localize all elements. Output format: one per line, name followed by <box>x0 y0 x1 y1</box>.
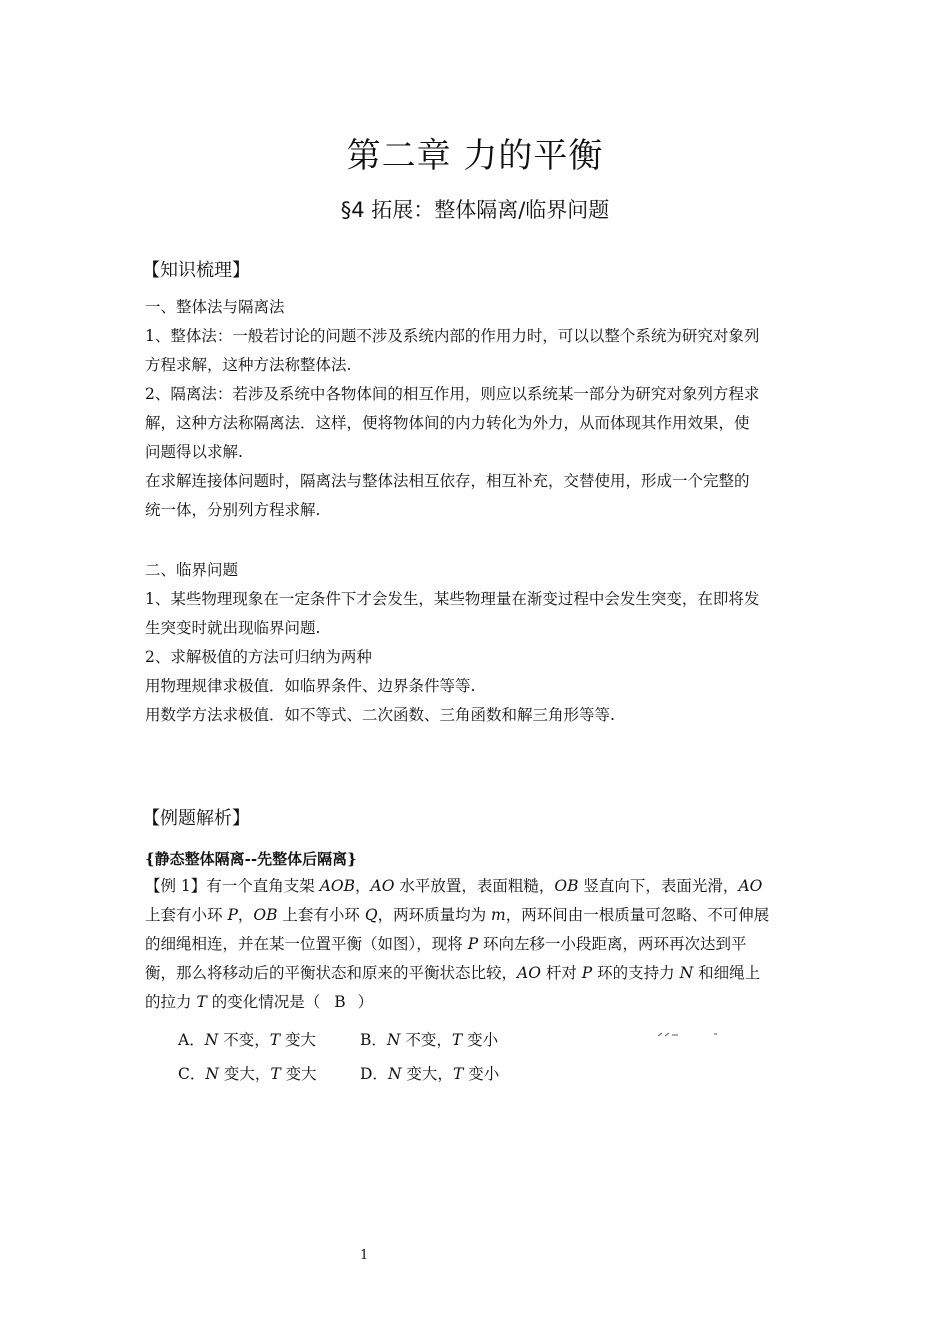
example-1-text: 【例 1】有一个直角支架 AOB，AO 水平放置，表面粗糙，OB 竖直向下，表面光滑，AO 上套有小环 P，OB 上套有小环 Q，两环质量均为 m，两环间由一根质量可忽略、不可伸展 的细绳相连，并在某一位置平衡（如图），现将 P 环向左移一小段距离，两环再次达到平 衡，那么将移动后的平衡状态和原来的平衡状态比较，AO 杆对 P 环的支持力 N 和细绳上 的拉力 T 的变化情况是（ B ） <box>145 872 807 1017</box>
part2-title: 二、临界问题 <box>145 561 239 579</box>
option-b: B．N 不变，T 变小 <box>360 1031 499 1049</box>
connected-line1: 在求解连接体问题时，隔离法与整体法相互依存，相互补充，交替使用，形成一个完整的 <box>145 472 750 490</box>
extremum-line: 2、求解极值的方法可归纳为两种 <box>145 648 372 666</box>
knowledge-heading: 【知识梳理】 <box>142 260 250 281</box>
example-category: {静态整体隔离--先整体后隔离} <box>145 850 357 868</box>
page-number: 1 <box>360 1248 369 1263</box>
critical-line1: 1、某些物理现象在一定条件下才会发生，某些物理量在渐变过程中会发生突变，在即将发 <box>145 590 760 608</box>
physics-method-line: 用物理规律求极值．如临界条件、边界条件等等. <box>145 677 476 695</box>
isolation-line1: 2、隔离法：若涉及系统中各物体间的相互作用，则应以系统某一部分为研究对象列方程求 <box>145 385 760 403</box>
whole-method-line2: 方程求解，这种方法称整体法. <box>145 356 352 374</box>
part1-title: 一、整体法与隔离法 <box>145 298 285 316</box>
option-c: C．N 变大，T 变大 <box>178 1065 317 1083</box>
whole-method-line1: 1、整体法：一般若讨论的问题不涉及系统内部的作用力时，可以以整个系统为研究对象列 <box>145 327 760 345</box>
options-row-1 <box>178 1028 542 1050</box>
knowledge-body <box>145 293 807 525</box>
option-a: A．N 不变，T 变大 <box>178 1031 316 1049</box>
isolation-line2: 解，这种方法称隔离法．这样，便将物体间的内力转化为外力，从而体现其作用效果，使 <box>145 414 750 432</box>
example-label: 【例 1】 <box>145 877 207 895</box>
options-row-2 <box>178 1062 542 1084</box>
critical-line2: 生突变时就出现临界问题. <box>145 619 321 637</box>
chapter-title: 第二章 力的平衡 <box>346 136 604 176</box>
connected-line2: 统一体，分别列方程求解. <box>145 501 321 519</box>
isolation-line3: 问题得以求解. <box>145 443 243 461</box>
figure-fragment <box>656 1028 736 1040</box>
examples-heading: 【例题解析】 <box>142 808 250 829</box>
section-subtitle: §4 拓展：整体隔离/临界问题 <box>340 198 610 222</box>
option-d: D．N 变大，T 变小 <box>360 1065 500 1083</box>
critical-body <box>145 556 807 730</box>
math-method-line: 用数学方法求极值．如不等式、二次函数、三角函数和解三角形等等. <box>145 706 615 724</box>
answer-choice: B <box>334 993 346 1011</box>
